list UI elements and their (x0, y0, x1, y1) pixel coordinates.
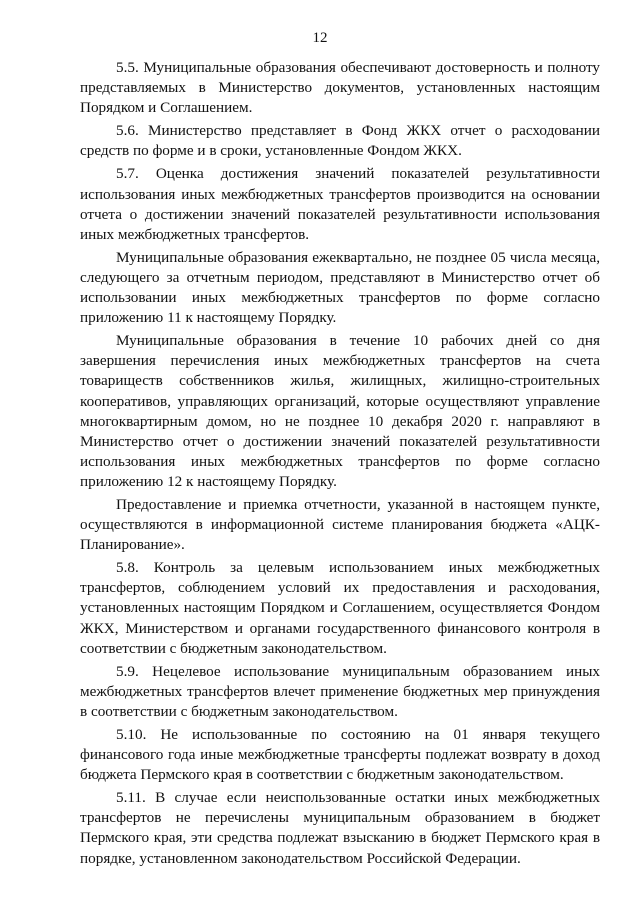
paragraph-quarterly-report: Муниципальные образования ежеквартально, не позднее 05 числа месяца, следующего за отчетным периодом, представляют в Министерство отчет об использовании иных межбюджетных трансфертов по форме согласно приложению 11 к настоящему Порядку. (80, 248, 600, 327)
paragraph-5-10: 5.10. Не использованные по состоянию на 01 января текущего финансового года иные межбюджетные трансферты подлежат возврату в доход бюджета Пермского края в соответствии с бюджетным законодательством. (80, 726, 600, 784)
paragraph-5-8: 5.8. Контроль за целевым использованием иных межбюджетных трансфертов, соблюдением условий их предоставления и расходования, установленных настоящим Порядком и Соглашением, осуществляется Фондом ЖКХ, Министерством и органами государственного финансового контроля в соответствии с бюджетным законодательством. (80, 559, 600, 657)
paragraph-5-6: 5.6. Министерство представляет в Фонд ЖКХ отчет о расходовании средств по форме и в сроки, установленные Фондом ЖКХ. (80, 122, 600, 160)
paragraph-5-5: 5.5. Муниципальные образования обеспечивают достоверность и полноту представляемых в Министерство документов, установленных настоящим Порядком и Соглашением. (80, 59, 600, 117)
paragraph-5-7: 5.7. Оценка достижения значений показателей результативности использования иных межбюджетных трансфертов производится на основании отчета о достижении значений показателей результативности использования иных межбюджетных трансфертов. (80, 165, 600, 243)
paragraph-5-9: 5.9. Нецелевое использование муниципальным образованием иных межбюджетных трансфертов влечет применение бюджетных мер принуждения в соответствии с бюджетным законодательством. (80, 662, 600, 720)
paragraph-reporting-system: Предоставление и приемка отчетности, указанной в настоящем пункте, осуществляются в информационной системе планирования бюджета «АЦК-Планирование». (80, 495, 600, 554)
paragraph-results-report: Муниципальные образования в течение 10 рабочих дней со дня завершения перечисления иных межбюджетных трансфертов на счета товариществ собственников жилья, жилищных, жилищно-строительных кооперативов, управляющих организаций, которые осуществляют управление многоквартирным домом, но не позднее 10 декабря 2020 г. направляют в Министерство отчет о достижении значений показателей результативности использования иных межбюджетных трансфертов по форме согласно приложению 12 к настоящему Порядку. (80, 332, 600, 490)
document-body (80, 58, 600, 872)
paragraph-5-11: 5.11. В случае если неиспользованные остатки иных межбюджетных трансфертов не перечислены муниципальным образованием в бюджет Пермского края, эти средства подлежат взысканию в бюджет Пермского края в порядке, установленном законодательством Российской Федерации. (80, 789, 600, 867)
page-number: 12 (312, 30, 328, 46)
